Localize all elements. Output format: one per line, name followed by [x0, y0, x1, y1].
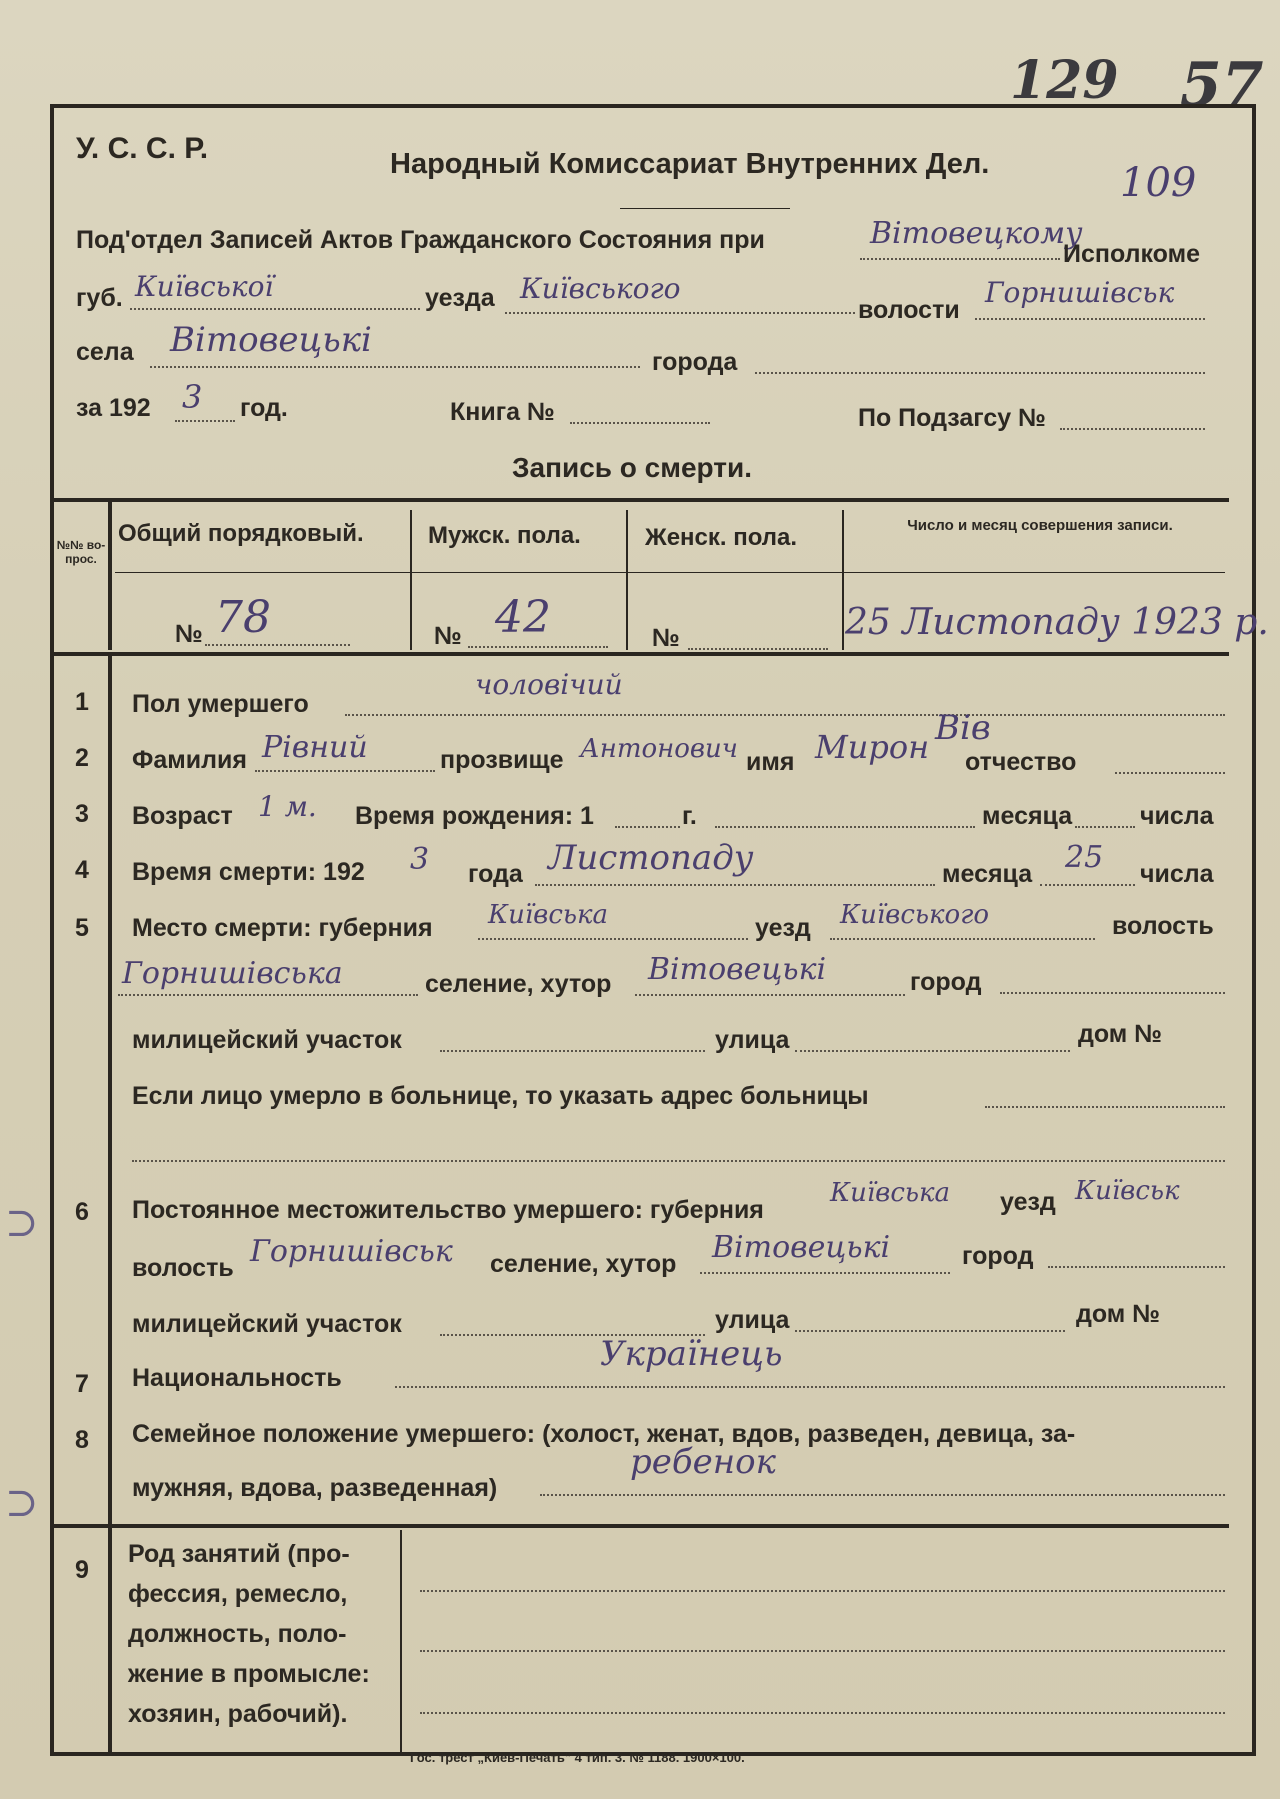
record-number-handwritten: 109 [1120, 160, 1197, 206]
marital-label-cont: мужняя, вдова, разведенная) [132, 1474, 498, 1502]
page-number-left: 129 [1010, 50, 1119, 111]
nickname-label: прозвище [440, 746, 564, 774]
occupation-label-4: жение в промысле: [128, 1660, 370, 1688]
residence-milice-label: милицейский участок [132, 1310, 402, 1338]
commissariat-title: Народный Комиссариат Внутренних Дел. [390, 148, 990, 180]
general-no-label: № [175, 620, 203, 648]
row-number: 8 [75, 1426, 89, 1454]
residence-street-label: улица [715, 1306, 790, 1334]
year-value: 3 [182, 378, 203, 416]
residence-selenie-value: Вітовецькі [712, 1230, 891, 1265]
margin-mark: ⊃ [5, 1200, 39, 1246]
occupation-label-5: хозяин, рабочий). [128, 1700, 348, 1728]
death-year-value: 3 [410, 842, 430, 877]
row-number: 1 [75, 688, 89, 716]
residence-volost-label: волость [132, 1254, 234, 1282]
margin-mark: ⊃ [5, 1480, 39, 1526]
general-number-value: 78 [215, 592, 271, 643]
male-no-label: № [434, 622, 462, 650]
occupation-label-2: фессия, ремесло, [128, 1580, 348, 1608]
surname-label: Фамилия [132, 746, 247, 774]
row-number: 2 [75, 744, 89, 772]
patronymic-label: отчество [965, 748, 1077, 776]
death-street-label: улица [715, 1026, 790, 1054]
gub-label: губ. [76, 284, 123, 312]
birth-month-label: месяца [982, 802, 1073, 830]
death-milice-label: милицейский участок [132, 1026, 402, 1054]
uezd-label: уезда [425, 284, 495, 312]
death-month-label: месяца [942, 860, 1033, 888]
death-house-label: дом № [1078, 1020, 1163, 1048]
death-place-label: Место смерти: губерния [132, 914, 433, 942]
death-month-value: Листопаду [548, 838, 754, 878]
death-selenie-value: Вітовецькі [648, 952, 827, 987]
death-gub-value: Київська [488, 900, 609, 930]
republic-label: У. С. С. Р. [76, 132, 209, 165]
death-gorod-label: город [910, 968, 982, 996]
death-day-value: 25 [1065, 840, 1104, 875]
age-label: Возраст [132, 802, 233, 830]
row-number: 3 [75, 800, 89, 828]
gorod-label: города [652, 348, 738, 376]
printer-footer: Гос. трест „Киев-Печать" 4 тип. 3. № 1188. 1900×100. [410, 1750, 745, 1765]
god-label: год. [240, 394, 288, 422]
occupation-label-1: Род занятий (про- [128, 1540, 350, 1568]
marital-value: ребенок [630, 1442, 776, 1482]
selo-label: села [76, 338, 134, 366]
nationality-value: Українець [600, 1334, 783, 1374]
residence-volost-value: Горнишівськ [250, 1234, 453, 1269]
residence-house-label: дом № [1076, 1300, 1161, 1328]
subdepartment-label: Под'отдел Записей Актов Гражданского Состояния при [76, 226, 765, 254]
residence-selenie-label: селение, хутор [490, 1250, 677, 1278]
volost-label: волости [858, 296, 960, 324]
general-number-header: Общий порядковый. [118, 520, 364, 547]
uezd-value: Київського [520, 272, 681, 305]
female-no-label: № [652, 624, 680, 652]
surname-value: Рівний [262, 730, 368, 765]
death-volost-value: Горнишівська [122, 956, 343, 991]
male-number-value: 42 [495, 592, 551, 643]
residence-gorod-label: город [962, 1242, 1034, 1270]
death-uezd-label: уезд [755, 914, 811, 942]
book-label: Книга № [450, 398, 555, 426]
birth-label: Время рождения: 1 [355, 802, 594, 830]
marital-label: Семейное положение умершего: (холост, женат, вдов, разведен, девица, за- [132, 1420, 1076, 1448]
row-number: 9 [75, 1556, 89, 1584]
name-value: Мирон [815, 728, 930, 766]
podzags-label: По Подзагсу № [858, 404, 1046, 432]
row-number: 4 [75, 856, 89, 884]
sex-label: Пол умершего [132, 690, 309, 718]
death-year-label: года [468, 860, 523, 888]
page-number-right: 57 [1180, 50, 1264, 120]
residence-uezd-label: уезд [1000, 1188, 1056, 1216]
nationality-label: Национальность [132, 1364, 342, 1392]
executive-committee-suffix: Исполкоме [1063, 240, 1201, 268]
row-number: 5 [75, 914, 89, 942]
death-time-label: Время смерти: 192 [132, 858, 365, 886]
death-uezd-value: Київського [840, 900, 990, 930]
male-header: Мужск. пола. [428, 522, 581, 549]
gub-value: Київської [135, 270, 274, 303]
residence-label: Постоянное местожительство умершего: губерния [132, 1196, 764, 1224]
hospital-label: Если лицо умерло в больнице, то указать адрес больницы [132, 1082, 869, 1110]
sex-value: чоловічий [475, 668, 623, 701]
occupation-label-3: должность, поло- [128, 1620, 347, 1648]
patronymic-value: Вів [935, 708, 991, 748]
residence-uezd-value: Київськ [1075, 1176, 1180, 1206]
birth-year-suffix: г. [682, 802, 697, 830]
divider [620, 208, 790, 209]
year-label: за 192 [76, 394, 151, 422]
row-number: 7 [75, 1370, 89, 1398]
volost-value: Горнишівськ [985, 276, 1175, 309]
death-volost-label: волость [1112, 912, 1214, 940]
executive-committee-value: Вітовецкому [870, 216, 1083, 251]
record-date-value: 25 Листопаду 1923 р. [845, 602, 1269, 643]
death-day-label: числа [1140, 860, 1214, 888]
nickname-value: Антонович [580, 734, 738, 764]
female-header: Женск. пола. [645, 524, 798, 551]
name-label: имя [746, 748, 795, 776]
birth-day-label: числа [1140, 802, 1214, 830]
row-number: 6 [75, 1198, 89, 1226]
age-value: 1 м. [258, 790, 317, 823]
death-selenie-label: селение, хутор [425, 970, 612, 998]
record-title: Запись о смерти. [512, 452, 752, 483]
selo-value: Вітовецькі [170, 320, 372, 360]
residence-gub-value: Київська [830, 1178, 951, 1208]
question-number-header: №№ во-прос. [56, 538, 106, 566]
date-header: Число и месяц совершения записи. [907, 517, 1173, 534]
